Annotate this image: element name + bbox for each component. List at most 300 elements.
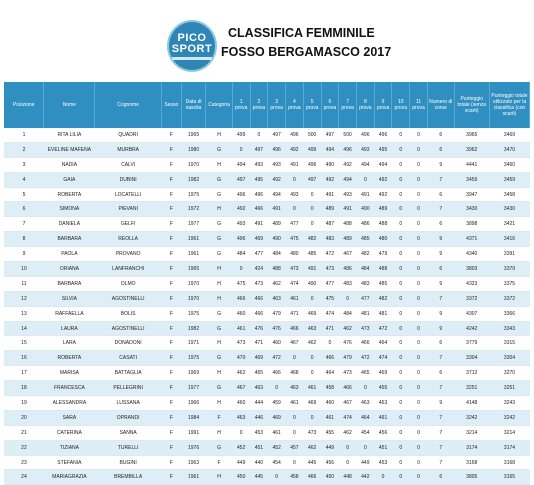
table-cell: 0	[339, 455, 357, 470]
table-cell: G	[206, 172, 233, 187]
logo-text-line2: SPORT	[171, 42, 213, 55]
table-cell: 456	[374, 425, 392, 440]
table-cell: 466	[250, 306, 268, 321]
table-cell: 494	[268, 187, 286, 202]
table-cell: 13	[4, 306, 44, 321]
table-cell: 469	[250, 232, 268, 247]
table-cell: 488	[374, 262, 392, 277]
table-cell: 6	[427, 142, 454, 157]
table-cell: ORIANA	[44, 262, 95, 277]
table-cell: 474	[374, 351, 392, 366]
table-cell: 7	[427, 291, 454, 306]
table-row	[4, 440, 530, 455]
table-cell: 7	[4, 217, 44, 232]
table-cell: 458	[321, 381, 339, 396]
table-cell: 3168	[454, 455, 489, 470]
table-cell: 3372	[454, 291, 489, 306]
table-cell: OPRANDI	[95, 410, 162, 425]
table-cell: 480	[374, 232, 392, 247]
table-cell: 1980	[181, 142, 205, 157]
table-cell: 469	[250, 351, 268, 366]
table-cell: 0	[232, 425, 250, 440]
column-header: Posizione	[4, 82, 44, 128]
table-cell: 3962	[454, 142, 489, 157]
table-row	[4, 410, 530, 425]
table-cell: MARIAGRAZIA	[44, 470, 95, 485]
table-row	[4, 321, 530, 336]
table-cell: H	[206, 128, 233, 142]
table-cell: 0	[286, 172, 304, 187]
table-cell: 449	[321, 440, 339, 455]
table-cell: 0	[303, 202, 321, 217]
table-cell: F	[161, 291, 181, 306]
table-cell: 0	[410, 470, 428, 485]
table-cell: 442	[356, 470, 374, 485]
table-cell: 493	[356, 142, 374, 157]
table-cell: 0	[339, 291, 357, 306]
table-cell: 487	[321, 217, 339, 232]
table-cell: 0	[392, 381, 410, 396]
table-cell: 473	[286, 262, 304, 277]
table-cell: F	[161, 321, 181, 336]
table-cell: PROVANO	[95, 247, 162, 262]
table-row	[4, 351, 530, 366]
table-cell: 481	[356, 306, 374, 321]
table-cell: OLMO	[95, 276, 162, 291]
table-cell: 1970	[181, 157, 205, 172]
table-cell: 463	[374, 396, 392, 411]
table-cell: 497	[250, 142, 268, 157]
table-cell: 9	[427, 306, 454, 321]
table-cell: 496	[339, 142, 357, 157]
table-cell: 489	[321, 202, 339, 217]
table-cell: PIEVANI	[95, 202, 162, 217]
table-cell: 479	[268, 306, 286, 321]
table-cell: 444	[250, 396, 268, 411]
table-row	[4, 306, 530, 321]
table-cell: 0	[392, 440, 410, 455]
table-cell: 0	[410, 217, 428, 232]
table-cell: F	[161, 157, 181, 172]
table-cell: 449	[232, 455, 250, 470]
table-cell: 500	[303, 128, 321, 142]
table-cell: CATERINA	[44, 425, 95, 440]
table-cell: 0	[392, 172, 410, 187]
table-cell: 496	[286, 128, 304, 142]
table-cell: 1970	[181, 291, 205, 306]
table-cell: 0	[392, 276, 410, 291]
table-cell: 445	[250, 470, 268, 485]
ranking-table	[4, 82, 530, 485]
table-row	[4, 291, 530, 306]
table-cell: F	[161, 410, 181, 425]
table-cell: F	[161, 425, 181, 440]
table-cell: 452	[268, 440, 286, 455]
table-cell: DUBINI	[95, 172, 162, 187]
table-cell: 0	[410, 128, 428, 142]
table-row	[4, 262, 530, 277]
table-row	[4, 217, 530, 232]
table-cell: 465	[250, 366, 268, 381]
table-cell: F	[161, 262, 181, 277]
table-cell: 466	[303, 470, 321, 485]
table-cell: 492	[374, 172, 392, 187]
table-cell: BARBARA	[44, 232, 95, 247]
table-cell: F	[161, 306, 181, 321]
table-cell: 463	[268, 291, 286, 306]
table-cell: 451	[250, 440, 268, 455]
table-cell: 495	[374, 142, 392, 157]
table-cell: 476	[268, 321, 286, 336]
table-cell: 1971	[181, 336, 205, 351]
table-cell: 465	[356, 366, 374, 381]
table-cell: 0	[410, 306, 428, 321]
table-cell: 4	[4, 172, 44, 187]
table-cell: 463	[232, 410, 250, 425]
table-cell: 9	[4, 247, 44, 262]
table-cell: 466	[321, 351, 339, 366]
table-cell: 0	[392, 247, 410, 262]
table-cell: 475	[232, 276, 250, 291]
table-row	[4, 336, 530, 351]
table-cell: 493	[232, 217, 250, 232]
table-cell: 0	[392, 470, 410, 485]
table-cell: 3372	[489, 291, 529, 306]
table-cell: 0	[303, 351, 321, 366]
table-cell: QUADRI	[95, 128, 162, 142]
table-cell: EVELINE MAFENA	[44, 142, 95, 157]
table-cell: 494	[321, 142, 339, 157]
table-cell: 17	[4, 366, 44, 381]
table-row	[4, 276, 530, 291]
logo-strip	[172, 57, 212, 60]
table-cell: 488	[268, 262, 286, 277]
table-cell: 3375	[489, 276, 529, 291]
table-cell: 7	[427, 351, 454, 366]
table-cell: F	[161, 470, 181, 485]
table-cell: 491	[303, 262, 321, 277]
table-cell: 19	[4, 396, 44, 411]
table-cell: 497	[268, 128, 286, 142]
table-cell: 462	[303, 440, 321, 455]
table-cell: 463	[250, 381, 268, 396]
table-cell: 3174	[489, 440, 529, 455]
table-cell: 477	[321, 276, 339, 291]
table-cell: SANNA	[95, 425, 162, 440]
table-cell: 496	[374, 128, 392, 142]
table-cell: 6	[4, 202, 44, 217]
table-cell: 9	[427, 157, 454, 172]
table-cell: 15	[4, 336, 44, 351]
table-cell: 6	[427, 336, 454, 351]
table-cell: PELLEGRINI	[95, 381, 162, 396]
table-cell: 481	[374, 306, 392, 321]
table-row	[4, 172, 530, 187]
table-cell: H	[206, 366, 233, 381]
table-cell: RAFFAELLA	[44, 306, 95, 321]
table-cell: DANIELA	[44, 217, 95, 232]
table-cell: 497	[321, 128, 339, 142]
table-cell: 467	[232, 381, 250, 396]
table-cell: 460	[232, 396, 250, 411]
table-row	[4, 247, 530, 262]
table-cell: 0	[392, 351, 410, 366]
table-row	[4, 157, 530, 172]
table-cell: 6	[427, 128, 454, 142]
table-cell: 22	[4, 440, 44, 455]
table-cell: 467	[339, 247, 357, 262]
table-cell: TURELLI	[95, 440, 162, 455]
table-cell: 3270	[489, 366, 529, 381]
column-header: 2 prova	[250, 82, 268, 128]
table-cell: PAOLA	[44, 247, 95, 262]
table-cell: 489	[374, 202, 392, 217]
table-cell: 0	[392, 128, 410, 142]
page-title: CLASSIFICA FEMMINILE	[228, 26, 375, 40]
table-cell: 455	[321, 425, 339, 440]
table-cell: H	[206, 396, 233, 411]
column-header: 5 prova	[303, 82, 321, 128]
table-cell: 3243	[489, 396, 529, 411]
table-cell: 451	[374, 440, 392, 455]
table-cell: 0	[303, 410, 321, 425]
table-cell: 466	[232, 291, 250, 306]
table-cell: F	[161, 276, 181, 291]
page-header	[0, 0, 534, 78]
table-cell: 472	[356, 351, 374, 366]
table-cell: 3965	[454, 128, 489, 142]
table-cell: 0	[232, 262, 250, 277]
table-cell: 0	[392, 187, 410, 202]
table-cell: 497	[232, 172, 250, 187]
table-cell: 488	[339, 217, 357, 232]
table-cell: 0	[410, 336, 428, 351]
table-cell: 3470	[489, 142, 529, 157]
table-cell: 0	[392, 262, 410, 277]
table-cell: 460	[321, 396, 339, 411]
table-cell: 453	[250, 425, 268, 440]
table-cell: 7	[427, 410, 454, 425]
table-cell: 3898	[454, 217, 489, 232]
table-cell: 449	[356, 455, 374, 470]
table-cell: 472	[321, 247, 339, 262]
table-cell: NADIA	[44, 157, 95, 172]
table-cell: 1961	[181, 247, 205, 262]
table-cell: 473	[232, 336, 250, 351]
table-cell: H	[206, 470, 233, 485]
table-cell: 3779	[454, 336, 489, 351]
table-cell: 11	[4, 276, 44, 291]
table-cell: 468	[286, 366, 304, 381]
table-cell: 1976	[181, 440, 205, 455]
table-cell: 0	[356, 172, 374, 187]
table-cell: MURBRA	[95, 142, 162, 157]
table-cell: 461	[286, 396, 304, 411]
table-cell: 493	[339, 187, 357, 202]
column-header: 4 prova	[286, 82, 304, 128]
table-cell: 424	[250, 262, 268, 277]
table-cell: 0	[410, 366, 428, 381]
table-cell: 482	[303, 232, 321, 247]
table-cell: 454	[356, 425, 374, 440]
table-cell: 459	[268, 396, 286, 411]
table-cell: 3379	[489, 262, 529, 277]
table-cell: F	[161, 396, 181, 411]
table-cell: 477	[356, 291, 374, 306]
table-cell: DONADONI	[95, 336, 162, 351]
table-cell: 446	[250, 410, 268, 425]
table-cell: 474	[286, 276, 304, 291]
table-cell: 466	[250, 291, 268, 306]
table-cell: H	[206, 262, 233, 277]
table-cell: 0	[410, 396, 428, 411]
table-cell: 473	[356, 321, 374, 336]
table-cell: 3304	[454, 351, 489, 366]
table-cell: 456	[321, 455, 339, 470]
table-cell: 0	[410, 440, 428, 455]
table-cell: 0	[356, 381, 374, 396]
table-cell: 494	[339, 172, 357, 187]
logo-text-line1: PICO	[177, 31, 207, 44]
table-row	[4, 381, 530, 396]
table-cell: 469	[303, 306, 321, 321]
table-body	[4, 128, 530, 485]
table-cell: 450	[232, 470, 250, 485]
table-cell: 0	[374, 470, 392, 485]
table-cell: AGOSTINELLI	[95, 291, 162, 306]
table-cell: SIMONA	[44, 202, 95, 217]
table-cell: 484	[356, 262, 374, 277]
table-cell: F	[161, 187, 181, 202]
table-cell: 474	[339, 410, 357, 425]
table-cell: 3803	[454, 262, 489, 277]
table-cell: 500	[339, 128, 357, 142]
table-cell: H	[206, 202, 233, 217]
table-cell: 0	[410, 157, 428, 172]
table-cell: 3343	[489, 321, 529, 336]
table-cell: F	[161, 202, 181, 217]
table-cell: 0	[392, 321, 410, 336]
table-cell: 0	[321, 336, 339, 351]
column-header: 8 prova	[356, 82, 374, 128]
table-cell: 476	[250, 321, 268, 336]
column-header: 10 prova	[392, 82, 410, 128]
table-cell: ROBERTA	[44, 351, 95, 366]
table-cell: F	[161, 172, 181, 187]
table-cell: 473	[303, 425, 321, 440]
table-cell: 8	[4, 232, 44, 247]
table-cell: 462	[303, 336, 321, 351]
table-cell: 0	[392, 217, 410, 232]
table-cell: 440	[250, 455, 268, 470]
table-cell: 466	[356, 336, 374, 351]
column-header: Punteggio totale (senza scarti)	[454, 82, 489, 128]
table-cell: 9	[427, 321, 454, 336]
table-cell: 6	[427, 217, 454, 232]
table-cell: 4340	[454, 247, 489, 262]
table-cell: 476	[339, 336, 357, 351]
table-cell: 20	[4, 410, 44, 425]
table-cell: 0	[392, 396, 410, 411]
table-cell: 7	[427, 202, 454, 217]
table-cell: 3460	[489, 157, 529, 172]
table-cell: 0	[392, 202, 410, 217]
table-cell: 0	[410, 172, 428, 187]
column-header: 3 prova	[268, 82, 286, 128]
table-cell: F	[161, 440, 181, 455]
table-cell: 1991	[181, 425, 205, 440]
column-header: Numero di corse	[427, 82, 454, 128]
table-cell: 0	[268, 470, 286, 485]
table-cell: 3947	[454, 187, 489, 202]
column-header: 1 prova	[232, 82, 250, 128]
table-cell: BATTAGLIA	[95, 366, 162, 381]
table-cell: 482	[374, 291, 392, 306]
table-cell: 463	[303, 321, 321, 336]
table-cell: 471	[250, 336, 268, 351]
column-header: 9 prova	[374, 82, 392, 128]
table-cell: CALVI	[95, 157, 162, 172]
table-cell: LAURA	[44, 321, 95, 336]
table-cell: 494	[356, 157, 374, 172]
table-cell: 471	[321, 321, 339, 336]
table-row	[4, 128, 530, 142]
table-cell: 464	[321, 366, 339, 381]
table-cell: F	[161, 336, 181, 351]
table-cell: 0	[303, 366, 321, 381]
table-cell: 0	[232, 142, 250, 157]
table-cell: 477	[250, 247, 268, 262]
table-cell: 1965	[181, 128, 205, 142]
table-cell: 3214	[489, 425, 529, 440]
table-cell: 4371	[454, 232, 489, 247]
table-cell: 4441	[454, 157, 489, 172]
table-cell: 3315	[489, 336, 529, 351]
table-cell: 1977	[181, 217, 205, 232]
table-cell: 489	[339, 232, 357, 247]
table-cell: 0	[392, 142, 410, 157]
table-cell: 492	[268, 172, 286, 187]
table-cell: 3242	[454, 410, 489, 425]
table-row	[4, 232, 530, 247]
column-header: 11 prova	[410, 82, 428, 128]
table-cell: 463	[356, 396, 374, 411]
table-cell: 1975	[181, 351, 205, 366]
table-cell: 477	[286, 217, 304, 232]
pico-sport-logo	[167, 20, 217, 72]
table-cell: 488	[374, 217, 392, 232]
table-cell: 3214	[454, 425, 489, 440]
table-cell: 4307	[454, 306, 489, 321]
table-cell: 499	[232, 128, 250, 142]
table-cell: TIZIANA	[44, 440, 95, 455]
column-header: Data di nascita	[181, 82, 205, 128]
table-cell: 0	[410, 425, 428, 440]
table-cell: 450	[321, 470, 339, 485]
table-cell: 497	[303, 172, 321, 187]
table-cell: H	[206, 425, 233, 440]
table-cell: 7	[427, 440, 454, 455]
table-cell: 1975	[181, 306, 205, 321]
table-cell: RITA LILIA	[44, 128, 95, 142]
table-cell: G	[206, 232, 233, 247]
table-cell: 490	[268, 232, 286, 247]
table-cell: 494	[374, 157, 392, 172]
table-cell: GELFI	[95, 217, 162, 232]
table-cell: 496	[232, 187, 250, 202]
table-cell: H	[206, 336, 233, 351]
column-header: 6 prova	[321, 82, 339, 128]
